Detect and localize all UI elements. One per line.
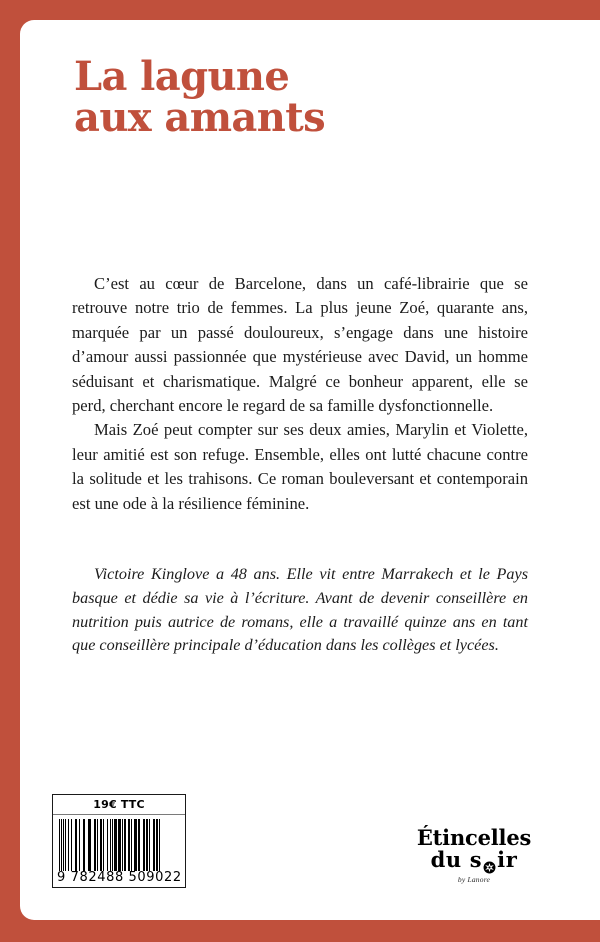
price-label: 19€ TTC bbox=[53, 795, 185, 815]
author-biography bbox=[72, 563, 528, 658]
bio-paragraph: Victoire Kinglove a 48 ans. Elle vit entre Marrakech et le Pays basque et dédie sa vie à l’écriture. Avant de devenir conseillère en nutrition puis autrice de romans, elle a travaillé quinze ans en tant que conseillère principale d’éducation dans les collèges et lycées. bbox=[72, 565, 528, 655]
title-line-2: aux amants bbox=[74, 94, 326, 142]
publisher-tagline: by Lanore bbox=[457, 875, 491, 884]
isbn-number: 9 782488 509022 bbox=[57, 870, 182, 885]
publisher-logo bbox=[404, 827, 544, 884]
publisher-line2-before: du s bbox=[430, 847, 483, 873]
sparkle-star-icon bbox=[483, 855, 496, 868]
title-line-1: La lagune bbox=[74, 53, 290, 100]
publisher-line2-after: ir bbox=[497, 847, 518, 873]
cover-page-area bbox=[20, 20, 600, 920]
cover-content bbox=[20, 20, 580, 920]
barcode-block bbox=[52, 794, 186, 888]
book-blurb bbox=[72, 272, 528, 516]
book-title bbox=[74, 53, 534, 142]
blurb-paragraph-2: Mais Zoé peut compter sur ses deux amies, Marylin et Violette, leur amitié est son refuge. Ensemble, elles ont lutté chacune contre la solitude et les trahisons. Ce roman bouleversant et contemporain est une ode à la résilience féminine. bbox=[72, 420, 528, 513]
barcode-bars bbox=[59, 819, 179, 871]
publisher-name-line-2 bbox=[404, 848, 544, 872]
publisher-name-line-1: Étincelles bbox=[416, 825, 532, 851]
blurb-paragraph-1: C’est au cœur de Barcelone, dans un café-librairie que se retrouve notre trio de femmes. La plus jeune Zoé, quarante ans, marquée par un passé douloureux, s’engage dans une histoire d’amour aussi passionnée que mystérieuse avec David, un homme séduisant et charismatique. Malgré ce bonheur apparent, elle se perd, cherchant encore le regard de sa famille dysfonctionnelle. bbox=[72, 274, 528, 415]
